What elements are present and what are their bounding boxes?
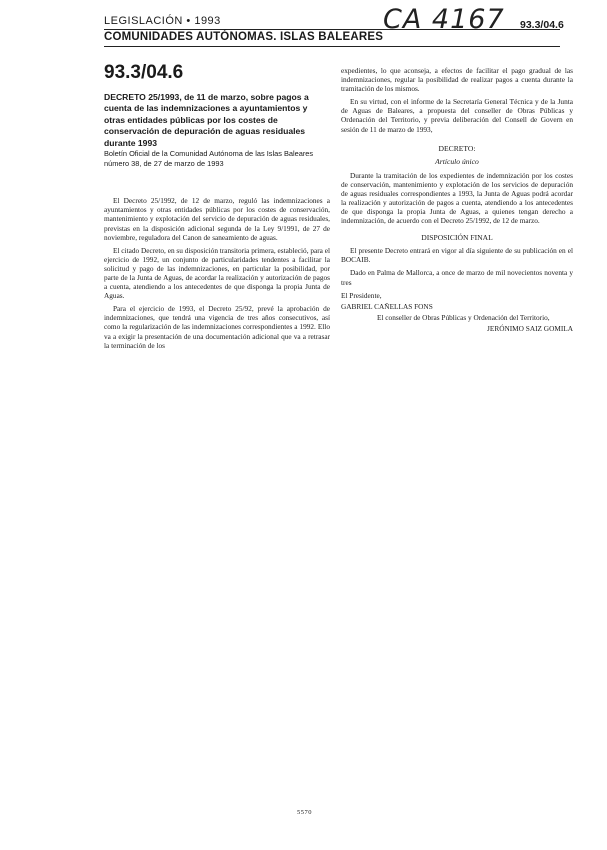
paragraph: expedientes, lo que aconseja, a efectos de facilitar el pago gradual de las indemnizaciones, regular la posibilidad de realizar pagos a cuenta durante la tramitación de los mismos. xyxy=(341,66,573,94)
article-heading: Artículo único xyxy=(435,156,479,166)
handwritten-code: CA 4167 xyxy=(383,4,505,35)
final-heading: DISPOSICIÓN FINAL xyxy=(421,233,493,243)
conseller-name: JERÓNIMO SAIZ GOMILA xyxy=(487,323,573,333)
conseller-label: El conseller de Obras Públicas y Ordenación del Territorio, xyxy=(377,312,550,322)
right-column xyxy=(341,66,573,333)
publication-header: LEGISLACIÓN • 1993 xyxy=(104,15,221,27)
president-name: GABRIEL CAÑELLAS FONS xyxy=(341,301,433,311)
paragraph: Para el ejercicio de 1993, el Decreto 25/92, prevé la aprobación de indemnizaciones, que tendrá una vigencia de tres años consecutivos, así como la regularización de las indemnizaciones correspondientes a 1992. Ello va a exigir la presentación de una documentación adicional que va a retrasar la terminación de los xyxy=(104,304,330,350)
header-rule xyxy=(104,29,560,30)
decreto-heading: DECRETO: xyxy=(438,143,476,153)
section-title: COMUNIDADES AUTÓNOMAS. ISLAS BALEARES xyxy=(104,31,384,43)
final-text: El presente Decreto entrará en vigor al día siguiente de su publicación en el BOCAIB. xyxy=(341,246,573,265)
president-label: El Presidente, xyxy=(341,290,382,300)
paragraph: El citado Decreto, en su disposición transitoria primera, estableció, para el ejercicio de 1992, un conjunto de particularidades tendentes a facilitar la solicitud y pago de las indemnizaciones, en particular la posibilidad, por parte de la Junta de Aguas, de acordar la realización y autorización de pagos a cuenta, atendiendo a los antecedentes de que disponga la propia Junta de Aguas. xyxy=(104,245,331,301)
document-number: 93.3/04.6 xyxy=(104,62,184,83)
left-body xyxy=(104,196,330,350)
decree-title: DECRETO 25/1993, de 11 de marzo, sobre pagos a cuenta de las indemnizaciones a ayuntamientos y otras entidades públicas por los costes de conservación de depuración de aguas residuales durante 1993 xyxy=(104,92,309,148)
dated-line: Dado en Palma de Mallorca, a once de marzo de mil novecientos noventa y tres xyxy=(341,268,573,287)
paragraph: En su virtud, con el informe de la Secretaría General Técnica y de la Junta de Aguas de Baleares, a propuesta del conseller de Obras Públicas y Ordenación del Territorio, y previa deliberación del Consell de Govern en sesión de 11 de marzo de 1993, xyxy=(341,97,573,134)
section-rule xyxy=(104,46,560,47)
paragraph: El Decreto 25/1992, de 12 de marzo, reguló las indemnizaciones a ayuntamientos y otras entidades públicas por los costes de conservación, mantenimiento y explotación del servicio de depuración de aguas residuales, previstas en la disposición adicional segunda de la Ley 9/1991, de 27 de noviembre, reguladora del Canon de saneamiento de aguas. xyxy=(104,196,330,242)
article-text: Durante la tramitación de los expedientes de indemnización por los costes de conservación, mantenimiento y explotación de los servicios de depuración de aguas residuales correspondientes a 1993, la Junta de Aguas podrá acordar la realización y autorización de pagos a cuenta, atendiendo a los antecedentes de que disponga la propia Junta de Aguas, a quienes tengan derecho a indemnización, de acuerdo con el Decreto 25/1992, de 12 de marzo. xyxy=(341,170,573,226)
left-column xyxy=(104,62,330,354)
reference-code: 93.3/04.6 xyxy=(520,19,564,31)
decree-source: Boletín Oficial de la Comunidad Autónoma de las Islas Baleares número 38, de 27 de marzo de 1993 xyxy=(104,149,314,168)
page-number: 5570 xyxy=(297,809,312,816)
